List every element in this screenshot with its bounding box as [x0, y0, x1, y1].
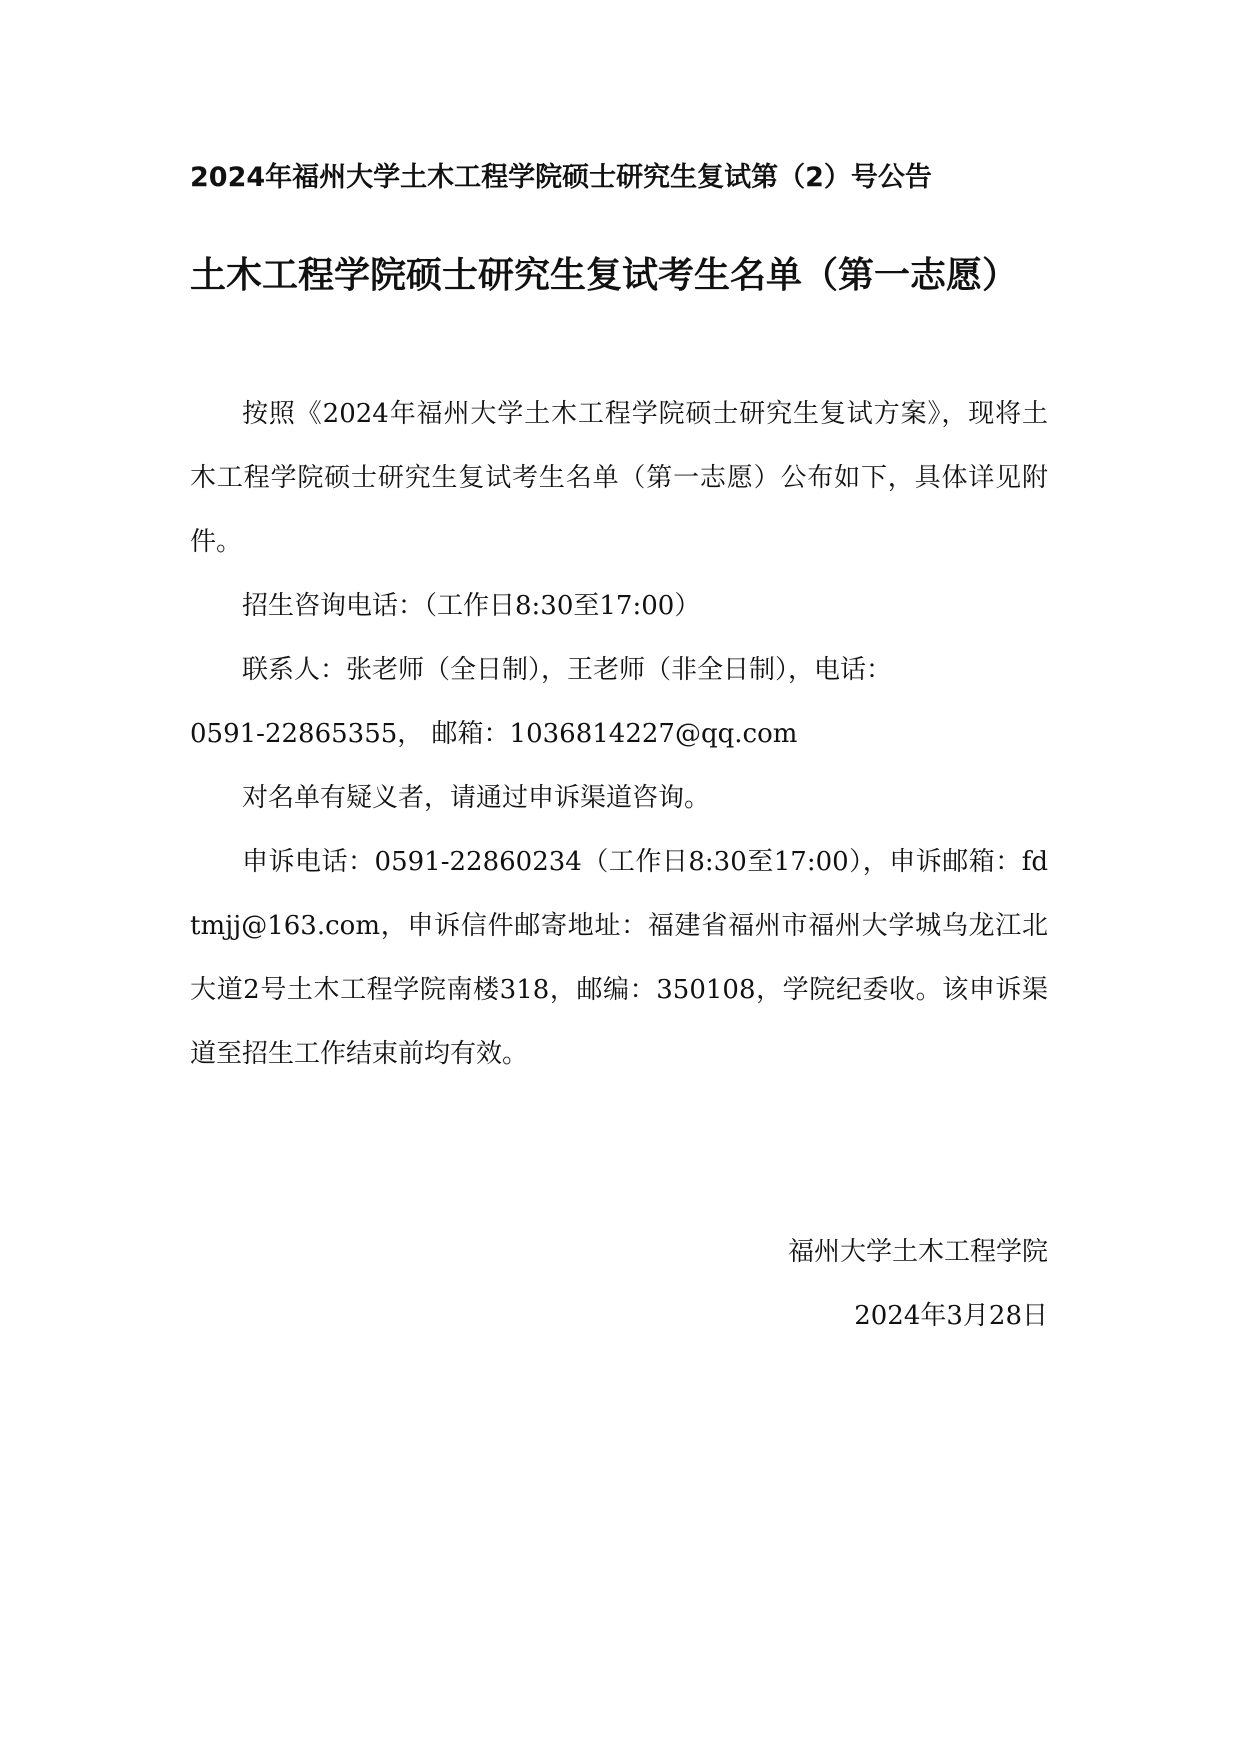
signature-org: 福州大学土木工程学院 — [787, 1237, 1048, 1267]
intro-paragraph: 按照《2024年福州大学土木工程学院硕士研究生复试方案》，现将土木工程学院硕士研究生复试考生名单（第一志愿）公布如下，具体详见附件。 — [190, 399, 1048, 557]
contact-line: 联系人：张老师（全日制），王老师（非全日制），电话： — [242, 655, 893, 685]
signature-block — [190, 1220, 1048, 1348]
signature-date: 2024年3月28日 — [854, 1301, 1048, 1331]
appeal-paragraph: 申诉电话：0591-22860234（工作日8:30至17:00），申诉邮箱：fdtmjj@163.com，申诉信件邮寄地址：福建省福州市福州大学城乌龙江北大道2号土木工程学院南楼318，邮编：350108，学院纪委收。该申诉渠道至招生工作结束前均有效。 — [190, 847, 1048, 1069]
contact-details: 0591-22865355， 邮箱：1036814227@qq.com — [190, 719, 798, 749]
notice-subtitle: 2024年福州大学土木工程学院硕士研究生复试第（2）号公告 — [190, 162, 932, 193]
hotline-line: 招生咨询电话：（工作日8:30至17:00） — [242, 591, 701, 621]
notice-body — [190, 382, 1048, 1086]
notice-title: 土木工程学院硕士研究生复试考生名单（第一志愿） — [190, 255, 1019, 296]
objection-line: 对名单有疑义者，请通过申诉渠道咨询。 — [242, 783, 711, 813]
